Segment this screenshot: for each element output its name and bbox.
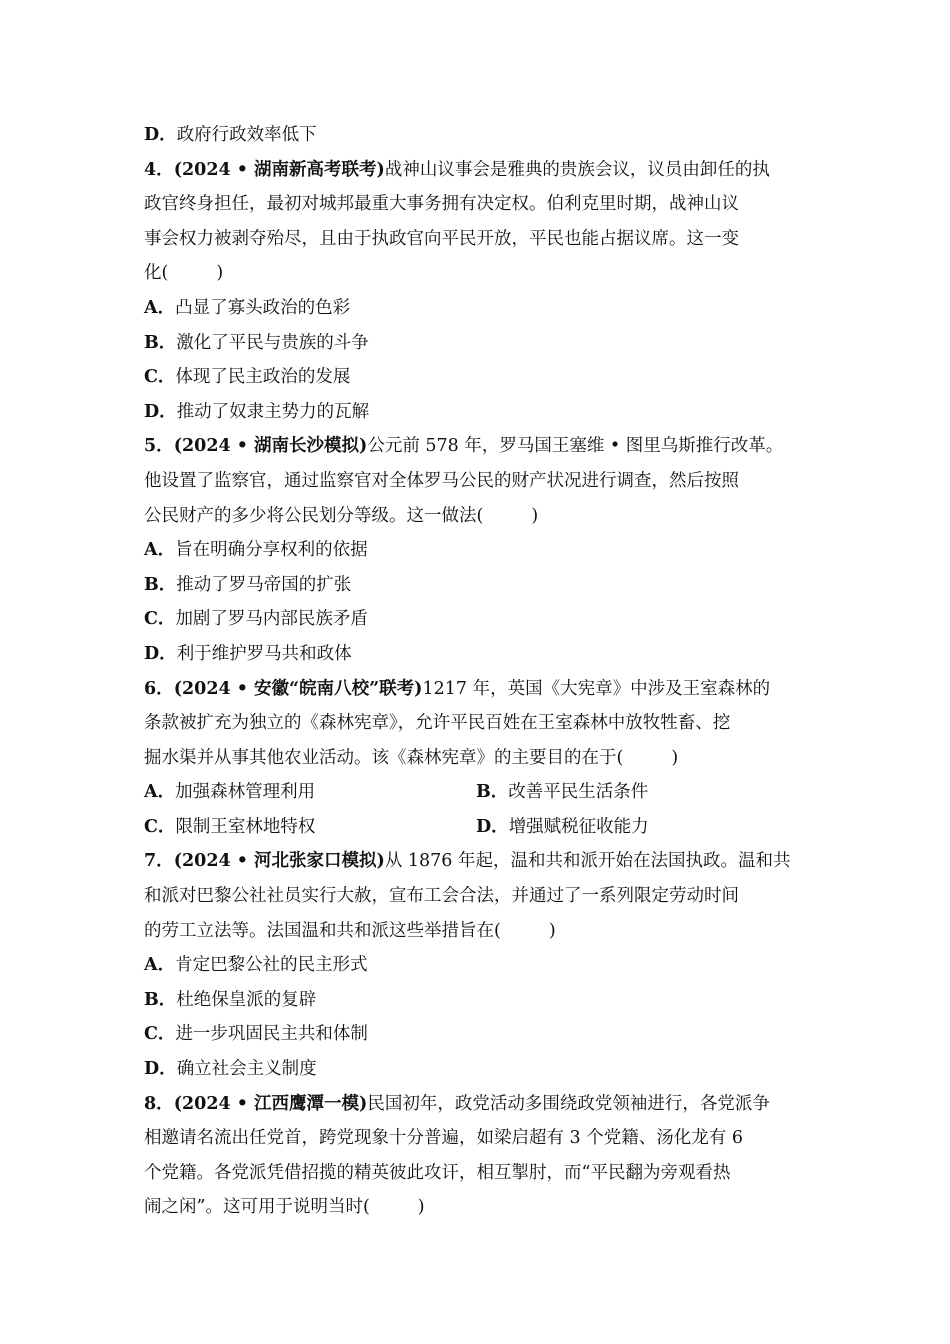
option-text: 政府行政效率低下 xyxy=(176,125,317,145)
option-text: 确立社会主义制度 xyxy=(176,1059,317,1080)
option-letter: D． xyxy=(144,1059,177,1080)
q4-stem-line-4 xyxy=(144,256,808,291)
question-number: 6． xyxy=(144,678,174,699)
question-source: (2024 • 安徽“皖南八校”联考) xyxy=(173,678,423,699)
option-letter: B． xyxy=(144,332,177,353)
option-letter: C． xyxy=(144,609,176,630)
option-text: 激化了平民与贵族的斗争 xyxy=(176,332,369,353)
stem-text: 闹之闲”。这可用于说明当时( xyxy=(144,1197,370,1218)
option-letter: B． xyxy=(476,782,509,803)
question-source: (2024 • 河北张家口模拟) xyxy=(173,851,385,872)
option-text: 凸显了寡头政治的色彩 xyxy=(175,297,351,318)
question-source: (2024 • 江西鹰潭一模) xyxy=(173,1093,368,1114)
q5-stem-line-3 xyxy=(144,499,808,534)
stem-text: 战神山议事会是雅典的贵族会议，议员由卸任的执 xyxy=(384,159,770,180)
q7-stem-line-2: 和派对巴黎公社社员实行大赦，宣布工会合法，并通过了一系列限定劳动时间 xyxy=(144,886,739,907)
option-letter: A． xyxy=(144,782,176,803)
question-number: 5． xyxy=(144,436,174,457)
q6-options-row-2 xyxy=(144,810,808,845)
stem-text: 公元前 578 年，罗马国王塞维 • 图里乌斯推行改革。 xyxy=(367,436,784,457)
option-text: 旨在明确分享权利的依据 xyxy=(175,540,368,561)
option-text: 增强赋税征收能力 xyxy=(508,816,649,837)
q6-option-d xyxy=(476,810,808,845)
option-letter: B． xyxy=(144,989,177,1010)
question-number: 7． xyxy=(144,851,174,872)
stem-text: 公民财产的多少将公民划分等级。这一做法( xyxy=(144,505,484,526)
q7-option-b xyxy=(144,983,808,1018)
option-text: 推动了罗马帝国的扩张 xyxy=(176,574,352,595)
option-text: 加剧了罗马内部民族矛盾 xyxy=(175,609,368,630)
option-text: 体现了民主政治的发展 xyxy=(175,367,351,388)
q5-option-b xyxy=(144,568,808,603)
option-letter: A． xyxy=(144,297,176,318)
q5-stem-line-2: 他设置了监察官，通过监察官对全体罗马公民的财产状况进行调查，然后按照 xyxy=(144,470,739,491)
q8-stem-line-4 xyxy=(144,1190,808,1225)
q6-option-c xyxy=(144,810,476,845)
q6-stem-line-2: 条款被扩充为独立的《森林宪章》，允许平民百姓在王室森林中放牧牲畜、挖 xyxy=(144,713,731,734)
question-number: 8． xyxy=(144,1093,174,1114)
q7-option-a xyxy=(144,948,808,983)
q5-option-a xyxy=(144,533,808,568)
option-text: 加强森林管理利用 xyxy=(175,782,316,803)
exam-page xyxy=(144,118,808,1225)
option-letter: D． xyxy=(144,643,177,664)
question-number: 4． xyxy=(144,159,174,180)
stem-text: 掘水渠并从事其他农业活动。该《森林宪章》的主要目的在于( xyxy=(144,747,624,768)
q6-option-a xyxy=(144,775,476,810)
q4-option-b xyxy=(144,326,808,361)
option-text: 进一步巩固民主共和体制 xyxy=(175,1024,368,1045)
q6-option-b xyxy=(476,775,808,810)
q6-options-row-1 xyxy=(144,775,808,810)
q8-stem-line-1 xyxy=(144,1087,808,1122)
option-text: 改善平民生活条件 xyxy=(508,782,649,803)
option-letter: C． xyxy=(144,367,176,388)
option-text: 杜绝保皇派的复辟 xyxy=(176,989,317,1010)
q7-option-d xyxy=(144,1052,808,1087)
option-letter: A． xyxy=(144,540,176,561)
option-text: 肯定巴黎公社的民主形式 xyxy=(175,955,368,976)
option-letter: A． xyxy=(144,955,176,976)
option-text: 推动了奴隶主势力的瓦解 xyxy=(176,401,370,422)
option-letter: D． xyxy=(144,125,177,145)
q4-stem-line-1 xyxy=(144,153,808,188)
q5-option-d xyxy=(144,637,808,672)
option-letter: B． xyxy=(144,574,177,595)
q7-stem-line-3 xyxy=(144,914,808,949)
q6-stem-line-1 xyxy=(144,672,808,707)
q4-option-d xyxy=(144,395,808,430)
close-paren: ) xyxy=(216,263,224,284)
option-letter: D． xyxy=(476,816,509,837)
q6-stem-line-3 xyxy=(144,741,808,776)
close-paren: ) xyxy=(671,747,679,768)
stem-text: 1217 年，英国《大宪章》中涉及王室森林的 xyxy=(422,678,771,699)
q4-stem-line-3: 事会权力被剥夺殆尽，且由于执政官向平民开放，平民也能占据议席。这一变 xyxy=(144,228,739,249)
close-paren: ) xyxy=(548,920,556,941)
question-source: (2024 • 湖南长沙模拟) xyxy=(173,436,368,457)
option-letter: C． xyxy=(144,816,176,837)
q4-option-c xyxy=(144,360,808,395)
q7-option-c xyxy=(144,1017,808,1052)
stem-text: 从 1876 年起，温和共和派开始在法国执政。温和共 xyxy=(384,851,791,872)
q3-option-d xyxy=(144,118,808,153)
close-paren: ) xyxy=(531,505,539,526)
q8-stem-line-2: 相邀请名流出任党首，跨党现象十分普遍，如梁启超有 3 个党籍、汤化龙有 6 xyxy=(144,1128,743,1149)
q7-stem-line-1 xyxy=(144,844,808,879)
q4-option-a xyxy=(144,291,808,326)
question-source: (2024 • 湖南新高考联考) xyxy=(173,159,385,180)
option-letter: C． xyxy=(144,1024,176,1045)
stem-text: 的劳工立法等。法国温和共和派这些举措旨在( xyxy=(144,920,501,941)
stem-text: 民国初年，政党活动多围绕政党领袖进行，各党派争 xyxy=(367,1093,770,1114)
close-paren: ) xyxy=(417,1197,425,1218)
q8-stem-line-3: 个党籍。各党派凭借招揽的精英彼此攻讦，相互掣肘，而“平民翻为旁观看热 xyxy=(144,1162,731,1183)
option-text: 利于维护罗马共和政体 xyxy=(176,643,352,664)
q4-stem-line-2: 政官终身担任，最初对城邦最重大事务拥有决定权。伯利克里时期，战神山议 xyxy=(144,194,739,215)
stem-text: 化( xyxy=(144,263,169,284)
q5-stem-line-1 xyxy=(144,429,808,464)
option-letter: D． xyxy=(144,401,177,422)
option-text: 限制王室林地特权 xyxy=(175,816,316,837)
q5-option-c xyxy=(144,602,808,637)
